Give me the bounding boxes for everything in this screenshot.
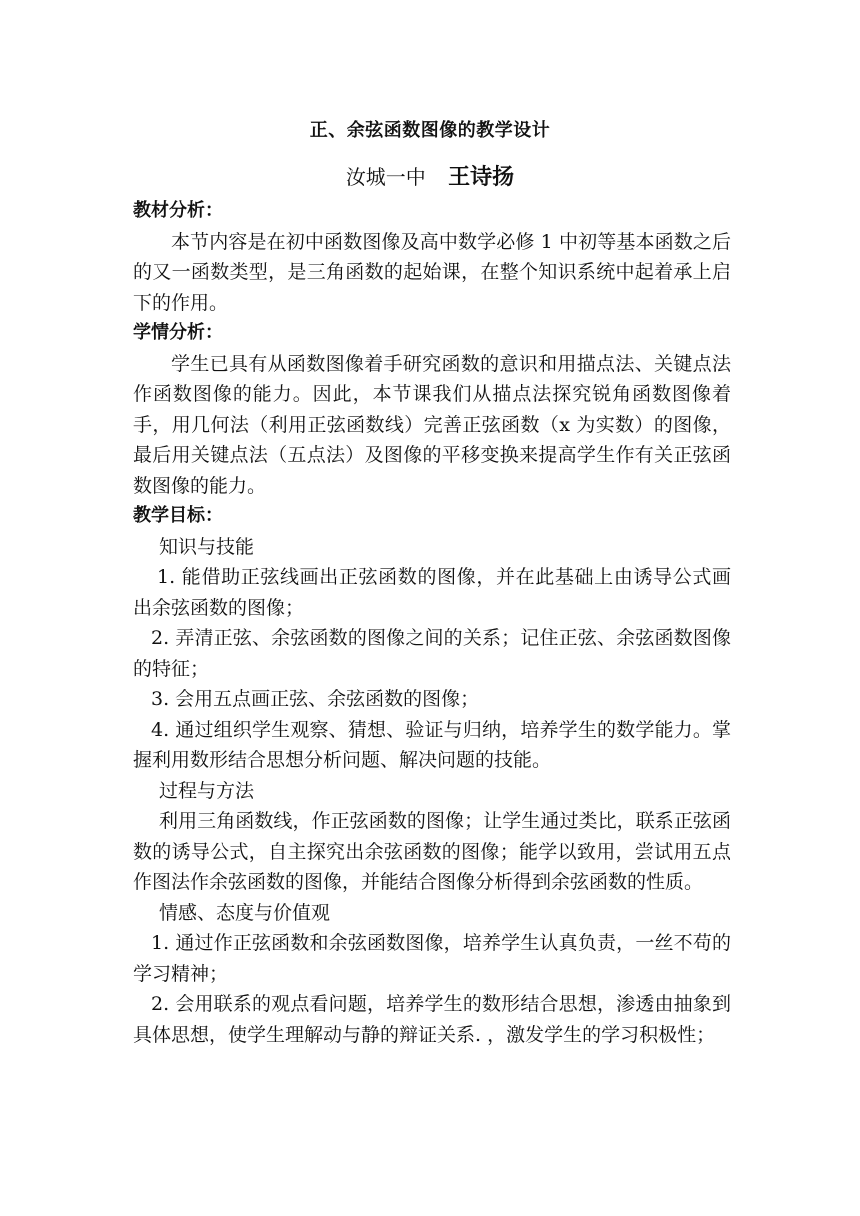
process-paragraph: 利用三角函数线，作正弦函数的图像；让学生通过类比，联系正弦函数的诱导公式，自主探究出余弦函数的图像；能学以致用，尝试用五点作图法作余弦函数的图像，并能结合图像分析得到余弦函数的性质。 [133, 810, 731, 893]
emotion-item: 2. 会用联系的观点看问题，培养学生的数形结合思想，渗透由抽象到具体思想，使学生理解动与静的辩证关系. ，激发学生的学习积极性； [133, 993, 731, 1046]
student-paragraph: 学生已具有从函数图像着手研究函数的意识和用描点法、关键点法作函数图像的能力。因此，本节课我们从描点法探究锐角函数图像着手，用几何法（利用正弦函数线）完善正弦函数（x 为实数）的图像，最后用关键点法（五点法）及图像的平移变换来提高学生作有关正弦函数图像的能力。 [133, 352, 731, 497]
knowledge-item: 4. 通过组织学生观察、猜想、验证与归纳，培养学生的数学能力。掌握利用数形结合思想分析问题、解决问题的技能。 [133, 718, 731, 771]
knowledge-item: 3. 会用五点画正弦、余弦函数的图像； [151, 688, 480, 710]
subheading-knowledge: 知识与技能 [159, 535, 255, 558]
section-heading-analysis: 教材分析： [133, 200, 223, 221]
author-name: 王诗扬 [448, 165, 515, 190]
subheading-emotion: 情感、态度与价值观 [159, 901, 331, 924]
knowledge-item: 2. 弄清正弦、余弦函数的图像之间的关系；记住正弦、余弦函数图像的特征； [133, 627, 731, 680]
author-line [0, 160, 860, 191]
document-title: 正、余弦函数图像的教学设计 [309, 120, 551, 141]
emotion-item: 1. 通过作正弦函数和余弦函数图像，培养学生认真负责，一丝不苟的学习精神； [133, 932, 731, 985]
section-heading-goals: 教学目标： [133, 505, 223, 526]
section-heading-student: 学情分析： [133, 322, 223, 343]
analysis-paragraph: 本节内容是在初中函数图像及高中数学必修 1 中初等基本函数之后的又一函数类型，是三角函数的起始课，在整个知识系统中起着承上启下的作用。 [133, 230, 731, 314]
school-name: 汝城一中 [345, 165, 426, 189]
knowledge-item: 1. 能借助正弦线画出正弦函数的图像，并在此基础上由诱导公式画出余弦函数的图像； [133, 566, 731, 619]
subheading-process: 过程与方法 [159, 779, 255, 802]
document-body [133, 196, 731, 1050]
